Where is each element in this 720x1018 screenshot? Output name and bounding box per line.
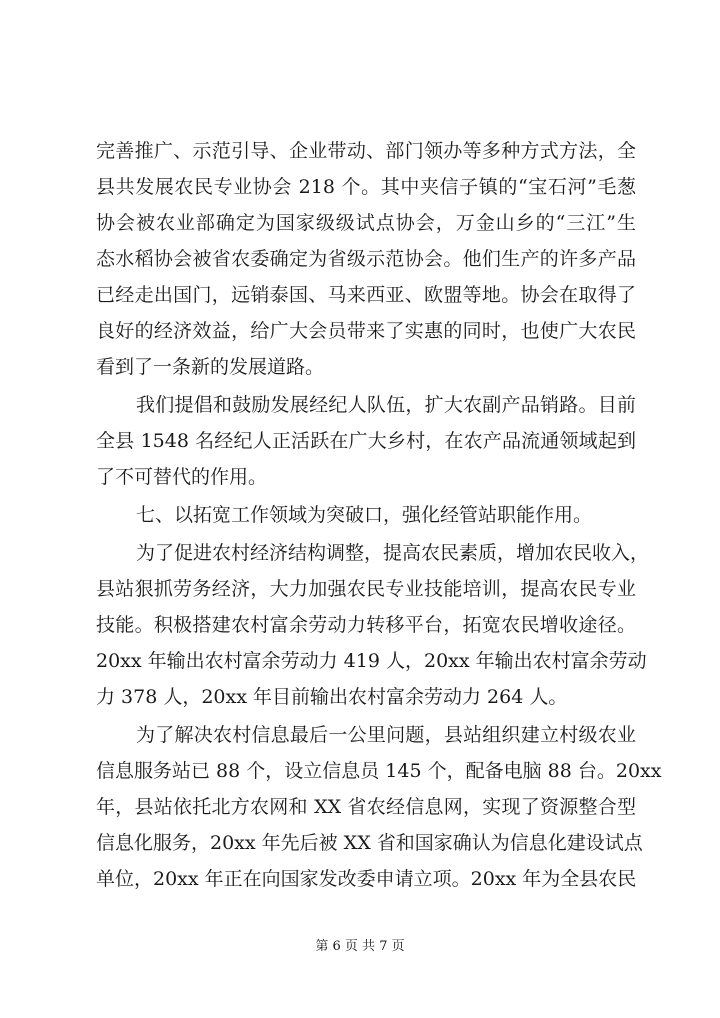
- body-line-12: 为了促进农村经济结构调整，提高农民素质，增加农民收入，: [136, 542, 650, 564]
- body-line-14: 技能。积极搭建农村富余劳动力转移平台，拓宽农民增收途径。: [96, 614, 636, 636]
- body-line-20: 信息化服务，20xx 年先后被 XX 省和国家确认为信息化建设试点: [96, 832, 643, 854]
- body-line-3: 协会被农业部确定为国家级级试点协会，万金山乡的“三江”生: [96, 212, 636, 234]
- body-line-19: 年，县站依托北方农网和 XX 省农经信息网，实现了资源整合型: [96, 796, 636, 818]
- body-line-2: 县共发展农民专业协会 218 个。其中夹信子镇的“宝石河”毛葱: [96, 176, 636, 198]
- body-line-16: 力 378 人，20xx 年目前输出农村富余劳动力 264 人。: [96, 686, 568, 708]
- body-line-6: 良好的经济效益，给广大会员带来了实惠的同时，也使广大农民: [96, 320, 636, 342]
- body-line-17: 为了解决农村信息最后一公里问题，县站组织建立村级农业: [136, 724, 636, 746]
- body-line-1: 完善推广、示范引导、企业带动、部门领办等多种方式方法，全: [96, 140, 636, 162]
- body-line-8: 我们提倡和鼓励发展经纪人队伍，扩大农副产品销路。目前: [136, 394, 636, 416]
- body-line-9: 全县 1548 名经纪人正活跃在广大乡村，在农产品流通领域起到: [96, 430, 636, 452]
- section-heading: 七、以拓宽工作领域为突破口，强化经管站职能作用。: [136, 504, 593, 526]
- body-line-7: 看到了一条新的发展道路。: [96, 356, 325, 378]
- body-line-4: 态水稻协会被省农委确定为省级示范协会。他们生产的许多产品: [96, 248, 636, 270]
- body-line-10: 了不可替代的作用。: [96, 466, 268, 488]
- body-line-18: 信息服务站已 88 个，设立信息员 145 个，配备电脑 88 台。20xx: [96, 760, 662, 782]
- body-line-15: 20xx 年输出农村富余劳动力 419 人，20xx 年输出农村富余劳动: [96, 650, 647, 672]
- body-line-21: 单位，20xx 年正在向国家发改委申请立项。20xx 年为全县农民: [96, 868, 637, 890]
- body-line-13: 县站狠抓劳务经济，大力加强农民专业技能培训，提高农民专业: [96, 578, 636, 600]
- page-footer: 第 6 页 共 7 页: [315, 939, 405, 954]
- body-line-5: 已经走出国门，远销泰国、马来西亚、欧盟等地。协会在取得了: [96, 284, 636, 306]
